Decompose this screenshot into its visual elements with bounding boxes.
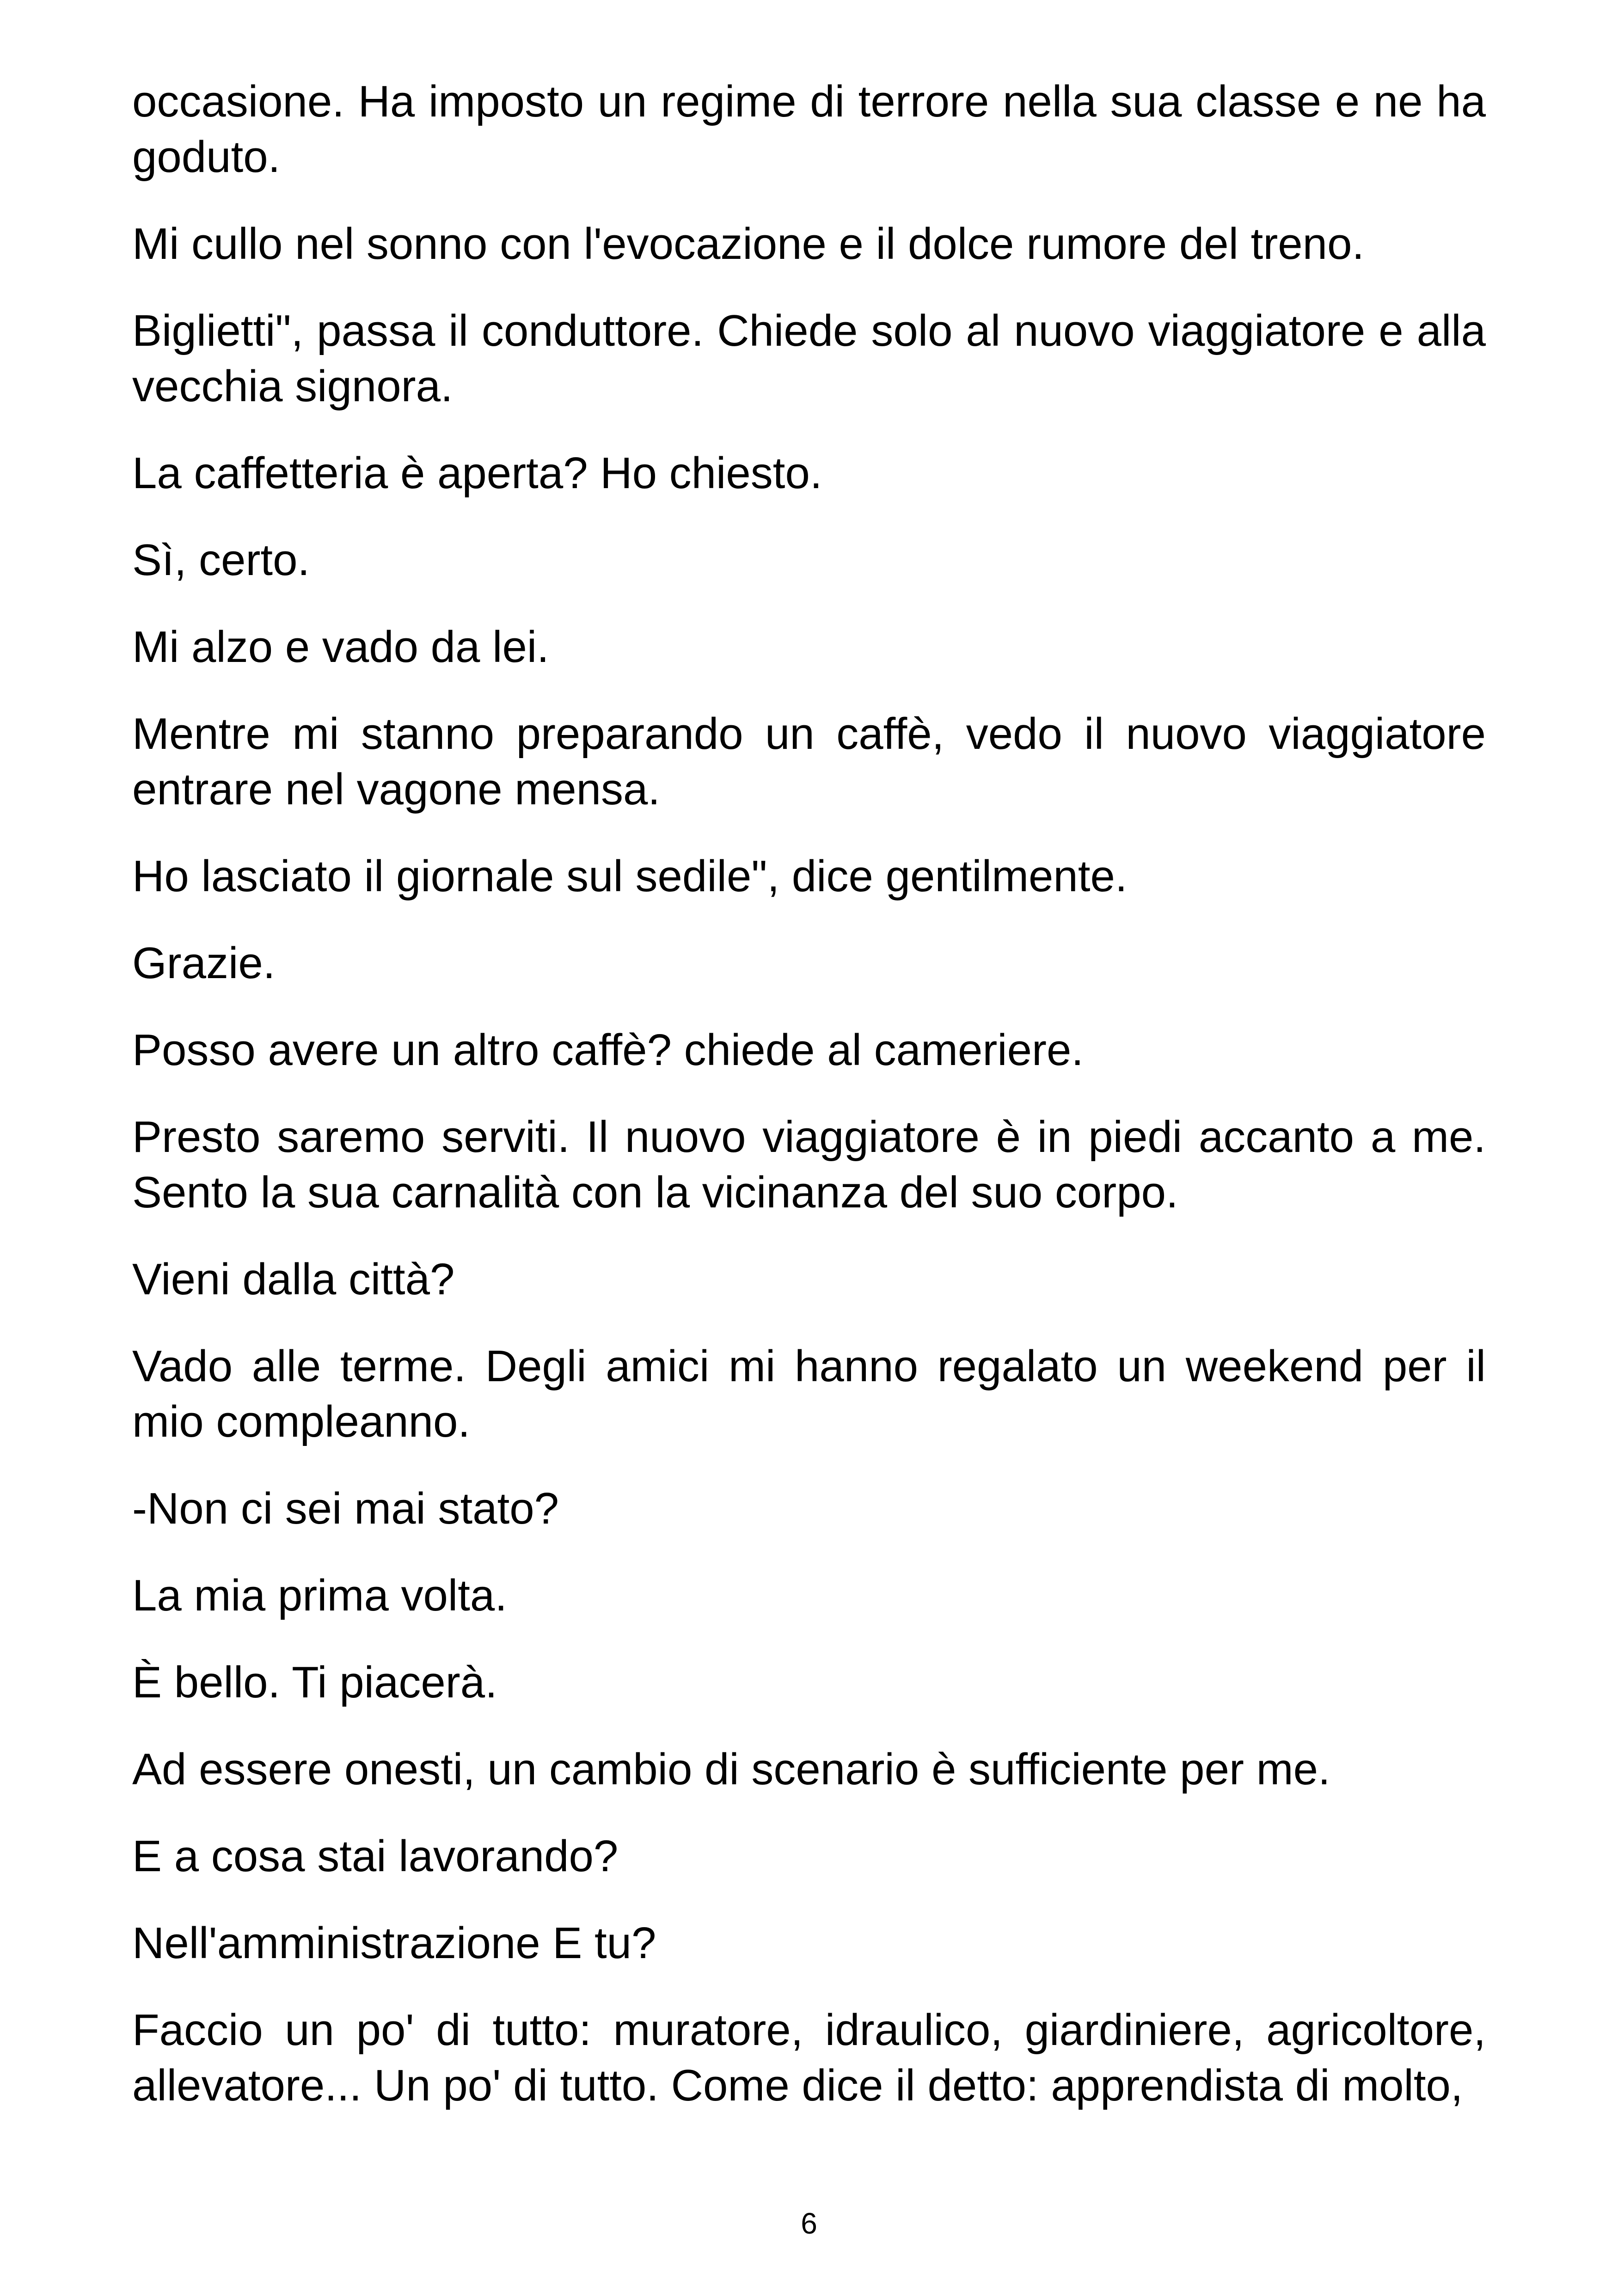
paragraph: È bello. Ti piacerà. [132,1658,497,1707]
paragraph: E a cosa stai lavorando? [132,1831,619,1881]
paragraph: La caffetteria è aperta? Ho chiesto. [132,448,822,498]
paragraph: Vieni dalla città? [132,1255,455,1304]
paragraph: Grazie. [132,938,276,988]
paragraph: Ho lasciato il giornale sul sedile", dice gentilmente. [132,851,1128,901]
paragraph: Posso avere un altro caffè? chiede al cameriere. [132,1025,1084,1075]
paragraph: -Non ci sei mai stato? [132,1484,559,1533]
paragraph: Mentre mi stanno preparando un caffè, vedo il nuovo viaggiatore entrare nel vagone mensa. [132,709,1486,814]
paragraph: Nell'amministrazione E tu? [132,1918,656,1968]
paragraph: Sì, certo. [132,535,310,585]
paragraph: occasione. Ha imposto un regime di terrore nella sua classe e ne ha goduto. [132,77,1486,182]
paragraph: Ad essere onesti, un cambio di scenario è sufficiente per me. [132,1745,1330,1794]
paragraph: Vado alle terme. Degli amici mi hanno regalato un weekend per il mio compleanno. [132,1341,1486,1446]
paragraph: La mia prima volta. [132,1571,507,1620]
body-text [132,74,1486,2145]
page-number: 6 [801,2207,817,2240]
paragraph: Faccio un po' di tutto: muratore, idraulico, giardiniere, agricoltore, allevatore... Un po' di tutto. Come dice il detto: apprendista di molto, [132,2005,1486,2110]
paragraph: Mi alzo e vado da lei. [132,622,549,672]
paragraph: Mi cullo nel sonno con l'evocazione e il dolce rumore del treno. [132,219,1365,269]
paragraph: Biglietti", passa il conduttore. Chiede solo al nuovo viaggiatore e alla vecchia signora. [132,306,1486,411]
paragraph: Presto saremo serviti. Il nuovo viaggiatore è in piedi accanto a me. Sento la sua carnalità con la vicinanza del suo corpo. [132,1112,1486,1217]
